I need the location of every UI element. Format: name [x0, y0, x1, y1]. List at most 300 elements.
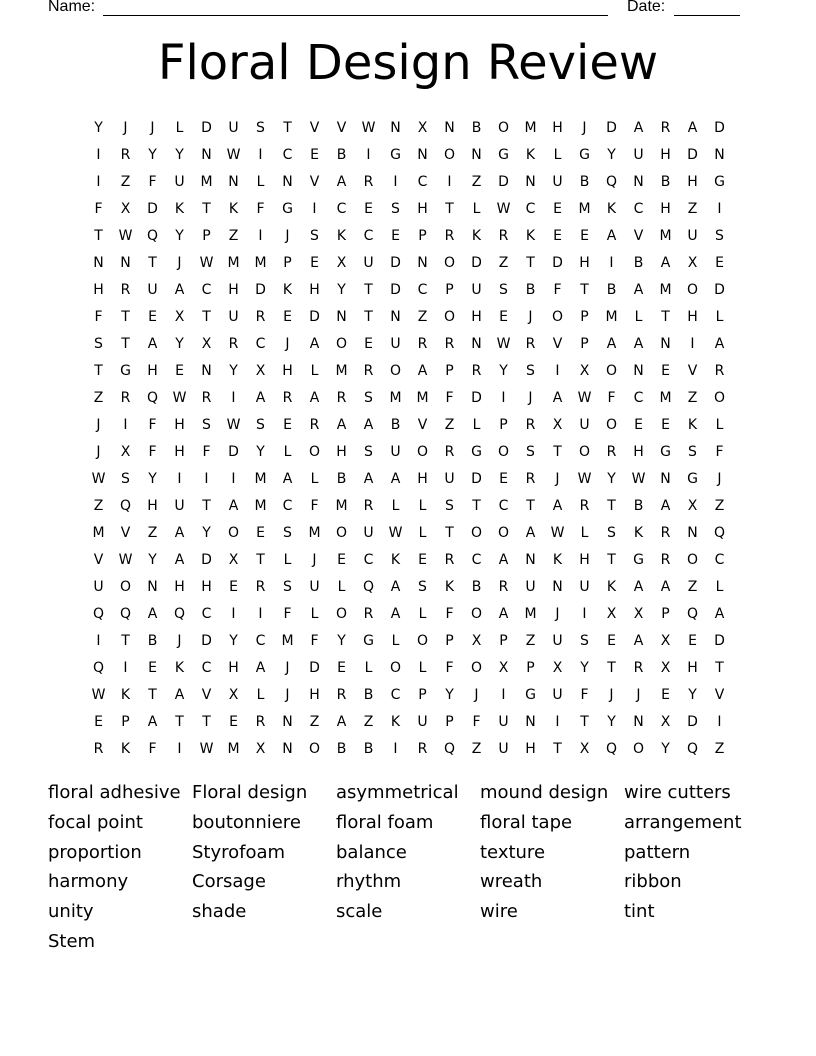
- grid-letter: E: [283, 308, 292, 325]
- grid-letter: M: [578, 200, 591, 217]
- grid-letter: O: [443, 308, 456, 325]
- grid-row: [85, 654, 733, 681]
- grid-letter: K: [552, 551, 563, 568]
- grid-letter: C: [633, 389, 644, 406]
- grid-letter: U: [147, 281, 158, 298]
- grid-letter: D: [228, 443, 239, 460]
- grid-letter: N: [282, 713, 293, 730]
- grid-letter: W: [577, 470, 592, 487]
- grid-letter: R: [525, 470, 536, 487]
- grid-letter: F: [445, 605, 454, 622]
- grid-letter: H: [417, 470, 428, 487]
- grid-letter: F: [445, 389, 454, 406]
- grid-letter: O: [605, 362, 618, 379]
- grid-letter: N: [660, 335, 671, 352]
- grid-letter: X: [417, 119, 428, 136]
- grid-row: [85, 492, 733, 519]
- word-list-item: harmony: [48, 871, 129, 893]
- grid-letter: D: [201, 551, 212, 568]
- grid-letter: A: [660, 497, 671, 514]
- grid-letter: N: [390, 119, 401, 136]
- grid-letter: L: [283, 551, 292, 568]
- grid-letter: G: [120, 362, 131, 379]
- grid-letter: K: [606, 578, 617, 595]
- grid-letter: L: [634, 308, 643, 325]
- grid-letter: W: [199, 254, 214, 271]
- grid-letter: Z: [687, 389, 698, 406]
- grid-letter: R: [660, 551, 671, 568]
- grid-letter: U: [309, 578, 320, 595]
- grid-letter: A: [552, 389, 563, 406]
- grid-letter: Y: [688, 686, 697, 703]
- grid-letter: O: [578, 443, 591, 460]
- grid-row: [85, 330, 733, 357]
- grid-letter: R: [444, 551, 455, 568]
- grid-letter: S: [256, 119, 265, 136]
- grid-letter: A: [174, 524, 185, 541]
- grid-letter: H: [687, 308, 698, 325]
- grid-letter: I: [555, 713, 560, 730]
- grid-letter: Z: [714, 497, 725, 514]
- grid-letter: T: [472, 497, 481, 514]
- grid-letter: M: [281, 632, 294, 649]
- grid-letter: N: [201, 362, 212, 379]
- grid-letter: V: [714, 686, 725, 703]
- grid-letter: N: [282, 740, 293, 757]
- grid-letter: J: [555, 470, 560, 487]
- grid-letter: R: [120, 281, 131, 298]
- grid-letter: D: [471, 470, 482, 487]
- grid-letter: A: [390, 578, 401, 595]
- grid-letter: H: [228, 659, 239, 676]
- grid-letter: O: [308, 443, 321, 460]
- grid-letter: G: [579, 146, 590, 163]
- grid-letter: L: [310, 362, 319, 379]
- grid-letter: I: [123, 659, 128, 676]
- grid-letter: E: [418, 551, 427, 568]
- grid-letter: F: [94, 308, 103, 325]
- grid-letter: X: [660, 632, 671, 649]
- grid-letter: P: [202, 227, 211, 244]
- grid-letter: H: [147, 362, 158, 379]
- grid-letter: L: [256, 686, 265, 703]
- grid-letter: H: [660, 146, 671, 163]
- grid-letter: A: [714, 335, 725, 352]
- grid-letter: B: [633, 254, 644, 271]
- grid-letter: G: [498, 146, 509, 163]
- grid-letter: J: [312, 551, 317, 568]
- grid-letter: B: [606, 281, 617, 298]
- grid-letter: I: [96, 173, 101, 190]
- grid-letter: P: [526, 659, 535, 676]
- grid-letter: O: [389, 362, 402, 379]
- word-list-item: focal point: [48, 811, 143, 833]
- grid-letter: L: [391, 497, 400, 514]
- grid-letter: R: [228, 335, 239, 352]
- grid-letter: G: [471, 443, 482, 460]
- grid-letter: X: [606, 605, 617, 622]
- grid-letter: C: [417, 281, 428, 298]
- word-list-item: Floral design: [192, 782, 308, 803]
- grid-letter: J: [285, 227, 290, 244]
- grid-letter: O: [632, 740, 645, 757]
- grid-letter: U: [552, 686, 563, 703]
- grid-letter: S: [445, 497, 454, 514]
- grid-letter: R: [444, 443, 455, 460]
- grid-letter: I: [231, 605, 236, 622]
- page-title: Floral Design Review: [157, 35, 659, 91]
- grid-letter: S: [715, 227, 724, 244]
- grid-letter: N: [633, 713, 644, 730]
- grid-letter: F: [472, 713, 481, 730]
- grid-letter: Q: [92, 659, 105, 676]
- grid-letter: A: [336, 173, 347, 190]
- grid-letter: D: [147, 200, 158, 217]
- grid-letter: W: [550, 524, 565, 541]
- grid-letter: M: [227, 740, 240, 757]
- word-list-item: texture: [480, 841, 546, 863]
- grid-letter: X: [498, 659, 509, 676]
- grid-letter: A: [633, 335, 644, 352]
- grid-letter: D: [714, 119, 725, 136]
- grid-letter: M: [416, 389, 429, 406]
- grid-letter: R: [417, 335, 428, 352]
- grid-letter: N: [471, 146, 482, 163]
- grid-letter: A: [147, 713, 158, 730]
- grid-letter: A: [552, 497, 563, 514]
- grid-letter: I: [204, 470, 209, 487]
- grid-letter: C: [390, 686, 401, 703]
- grid-letter: A: [255, 659, 266, 676]
- grid-row: [85, 411, 733, 438]
- grid-letter: K: [282, 281, 293, 298]
- grid-letter: R: [579, 497, 590, 514]
- grid-letter: N: [633, 173, 644, 190]
- grid-letter: J: [96, 416, 101, 433]
- grid-letter: E: [634, 416, 643, 433]
- grid-letter: A: [606, 335, 617, 352]
- grid-letter: T: [94, 362, 103, 379]
- grid-letter: C: [363, 227, 374, 244]
- grid-letter: H: [471, 308, 482, 325]
- grid-letter: A: [714, 605, 725, 622]
- grid-letter: E: [94, 713, 103, 730]
- grid-letter: V: [633, 227, 644, 244]
- grid-letter: Y: [229, 632, 238, 649]
- grid-letter: P: [418, 686, 427, 703]
- grid-letter: X: [660, 713, 671, 730]
- grid-letter: Z: [714, 740, 725, 757]
- grid-letter: O: [335, 605, 348, 622]
- grid-letter: K: [444, 578, 455, 595]
- grid-letter: M: [254, 470, 267, 487]
- grid-letter: U: [93, 578, 104, 595]
- grid-letter: M: [308, 524, 321, 541]
- grid-letter: A: [309, 335, 320, 352]
- grid-letter: B: [336, 146, 347, 163]
- grid-letter: D: [498, 173, 509, 190]
- grid-letter: E: [661, 362, 670, 379]
- grid-letter: S: [688, 443, 697, 460]
- grid-letter: D: [606, 119, 617, 136]
- grid-letter: C: [498, 497, 509, 514]
- grid-letter: H: [552, 119, 563, 136]
- grid-letter: J: [96, 443, 101, 460]
- grid-letter: N: [228, 173, 239, 190]
- grid-letter: C: [201, 281, 212, 298]
- grid-letter: S: [256, 416, 265, 433]
- grid-letter: L: [310, 605, 319, 622]
- grid-letter: Z: [471, 173, 482, 190]
- grid-row: [85, 573, 733, 600]
- grid-letter: P: [121, 713, 130, 730]
- grid-letter: E: [499, 308, 508, 325]
- grid-letter: Z: [228, 227, 239, 244]
- grid-letter: L: [553, 146, 562, 163]
- grid-letter: O: [605, 416, 618, 433]
- grid-letter: B: [471, 119, 482, 136]
- grid-letter: I: [366, 146, 371, 163]
- grid-letter: J: [177, 632, 182, 649]
- grid-letter: C: [525, 200, 536, 217]
- grid-letter: E: [715, 254, 724, 271]
- grid-letter: B: [633, 497, 644, 514]
- grid-letter: F: [607, 389, 616, 406]
- grid-letter: N: [282, 173, 293, 190]
- grid-letter: O: [416, 632, 429, 649]
- grid-letter: O: [308, 740, 321, 757]
- grid-letter: H: [147, 497, 158, 514]
- grid-letter: W: [496, 200, 511, 217]
- word-list-item: unity: [48, 901, 94, 923]
- grid-letter: A: [336, 416, 347, 433]
- grid-letter: O: [416, 443, 429, 460]
- grid-letter: C: [282, 146, 293, 163]
- grid-letter: K: [471, 227, 482, 244]
- grid-letter: I: [312, 200, 317, 217]
- grid-letter: A: [660, 578, 671, 595]
- grid-letter: I: [447, 173, 452, 190]
- grid-row: [85, 249, 733, 276]
- grid-row: [85, 384, 733, 411]
- grid-letter: A: [633, 578, 644, 595]
- grid-letter: D: [390, 281, 401, 298]
- grid-letter: T: [553, 740, 562, 757]
- grid-letter: M: [254, 254, 267, 271]
- grid-row: [85, 195, 733, 222]
- grid-letter: A: [606, 227, 617, 244]
- word-list-item: scale: [336, 901, 383, 923]
- grid-letter: U: [525, 578, 536, 595]
- grid-letter: Y: [202, 524, 211, 541]
- word-list-item: floral adhesive: [48, 782, 181, 803]
- grid-letter: R: [120, 389, 131, 406]
- grid-letter: P: [445, 632, 454, 649]
- grid-letter: W: [91, 686, 106, 703]
- grid-letter: R: [660, 524, 671, 541]
- grid-letter: H: [687, 173, 698, 190]
- grid-letter: D: [201, 119, 212, 136]
- grid-letter: I: [231, 389, 236, 406]
- grid-letter: P: [445, 281, 454, 298]
- grid-letter: Z: [363, 713, 374, 730]
- grid-letter: H: [660, 200, 671, 217]
- grid-letter: J: [177, 254, 182, 271]
- grid-letter: U: [444, 470, 455, 487]
- grid-letter: D: [687, 713, 698, 730]
- grid-letter: J: [285, 686, 290, 703]
- grid-letter: L: [391, 632, 400, 649]
- grid-row: [85, 222, 733, 249]
- grid-letter: X: [633, 605, 644, 622]
- grid-letter: Z: [93, 389, 104, 406]
- grid-letter: R: [498, 578, 509, 595]
- grid-letter: J: [123, 119, 128, 136]
- grid-letter: B: [579, 173, 590, 190]
- grid-row: [85, 114, 733, 141]
- grid-letter: Y: [607, 470, 616, 487]
- grid-letter: R: [633, 659, 644, 676]
- date-blank-line[interactable]: [674, 15, 740, 16]
- grid-letter: U: [228, 119, 239, 136]
- grid-letter: T: [148, 254, 157, 271]
- grid-letter: X: [201, 335, 212, 352]
- grid-letter: I: [501, 686, 506, 703]
- grid-letter: M: [659, 389, 672, 406]
- grid-letter: J: [474, 686, 479, 703]
- grid-letter: O: [470, 524, 483, 541]
- grid-letter: S: [283, 578, 292, 595]
- grid-letter: A: [309, 389, 320, 406]
- grid-letter: N: [471, 335, 482, 352]
- grid-letter: A: [336, 713, 347, 730]
- grid-letter: K: [525, 227, 536, 244]
- grid-letter: Z: [93, 497, 104, 514]
- grid-letter: J: [636, 686, 641, 703]
- grid-letter: R: [336, 389, 347, 406]
- grid-letter: L: [256, 173, 265, 190]
- grid-letter: T: [202, 308, 211, 325]
- grid-row: [85, 465, 733, 492]
- grid-letter: D: [309, 659, 320, 676]
- grid-letter: U: [687, 227, 698, 244]
- word-list-item: floral foam: [336, 811, 434, 833]
- grid-letter: L: [715, 416, 724, 433]
- grid-letter: D: [255, 281, 266, 298]
- grid-letter: E: [310, 146, 319, 163]
- grid-letter: Q: [119, 497, 132, 514]
- grid-letter: L: [472, 200, 481, 217]
- grid-letter: F: [310, 632, 319, 649]
- grid-letter: F: [148, 416, 157, 433]
- grid-letter: Q: [173, 605, 186, 622]
- grid-letter: A: [282, 470, 293, 487]
- grid-letter: R: [309, 416, 320, 433]
- grid-letter: W: [226, 416, 241, 433]
- grid-letter: R: [282, 389, 293, 406]
- grid-row: [85, 600, 733, 627]
- grid-letter: J: [528, 308, 533, 325]
- grid-letter: E: [283, 416, 292, 433]
- grid-letter: O: [713, 389, 726, 406]
- grid-letter: L: [418, 497, 427, 514]
- grid-letter: B: [471, 578, 482, 595]
- grid-letter: V: [309, 119, 320, 136]
- grid-letter: D: [309, 308, 320, 325]
- grid-letter: T: [526, 254, 535, 271]
- grid-letter: T: [94, 227, 103, 244]
- grid-letter: U: [363, 524, 374, 541]
- grid-letter: F: [553, 281, 562, 298]
- grid-letter: U: [552, 632, 563, 649]
- grid-letter: A: [525, 524, 536, 541]
- grid-letter: D: [390, 254, 401, 271]
- grid-row: [85, 681, 733, 708]
- grid-letter: E: [148, 308, 157, 325]
- grid-letter: R: [606, 443, 617, 460]
- grid-letter: U: [363, 254, 374, 271]
- grid-letter: I: [177, 740, 182, 757]
- grid-row: [85, 708, 733, 735]
- grid-letter: W: [199, 740, 214, 757]
- grid-letter: L: [472, 416, 481, 433]
- grid-letter: H: [174, 443, 185, 460]
- grid-letter: C: [255, 632, 266, 649]
- grid-letter: I: [717, 713, 722, 730]
- grid-letter: M: [335, 362, 348, 379]
- grid-letter: O: [335, 524, 348, 541]
- grid-letter: L: [310, 470, 319, 487]
- grid-letter: P: [499, 416, 508, 433]
- grid-letter: H: [93, 281, 104, 298]
- grid-letter: T: [445, 200, 454, 217]
- grid-letter: B: [336, 740, 347, 757]
- grid-letter: J: [717, 470, 722, 487]
- grid-letter: L: [418, 524, 427, 541]
- grid-letter: R: [336, 686, 347, 703]
- grid-letter: Q: [146, 389, 159, 406]
- grid-letter: O: [470, 659, 483, 676]
- grid-letter: X: [579, 362, 590, 379]
- grid-letter: W: [91, 470, 106, 487]
- grid-letter: J: [582, 119, 587, 136]
- grid-letter: R: [93, 740, 104, 757]
- grid-letter: N: [417, 146, 428, 163]
- grid-letter: R: [714, 362, 725, 379]
- grid-letter: Y: [607, 713, 616, 730]
- word-list-item: pattern: [624, 841, 691, 863]
- grid-letter: E: [364, 335, 373, 352]
- grid-letter: A: [147, 605, 158, 622]
- grid-letter: T: [148, 686, 157, 703]
- grid-letter: A: [228, 497, 239, 514]
- grid-letter: A: [633, 281, 644, 298]
- grid-letter: J: [609, 686, 614, 703]
- grid-letter: S: [94, 335, 103, 352]
- grid-letter: M: [227, 254, 240, 271]
- grid-letter: N: [120, 254, 131, 271]
- grid-letter: O: [551, 308, 564, 325]
- grid-letter: V: [417, 416, 428, 433]
- grid-letter: Q: [605, 740, 618, 757]
- name-blank-line[interactable]: [103, 15, 608, 16]
- grid-letter: X: [228, 551, 239, 568]
- grid-letter: K: [336, 227, 347, 244]
- word-list-item: wire cutters: [624, 782, 731, 803]
- grid-letter: S: [526, 443, 535, 460]
- grid-letter: R: [255, 713, 266, 730]
- grid-letter: U: [552, 173, 563, 190]
